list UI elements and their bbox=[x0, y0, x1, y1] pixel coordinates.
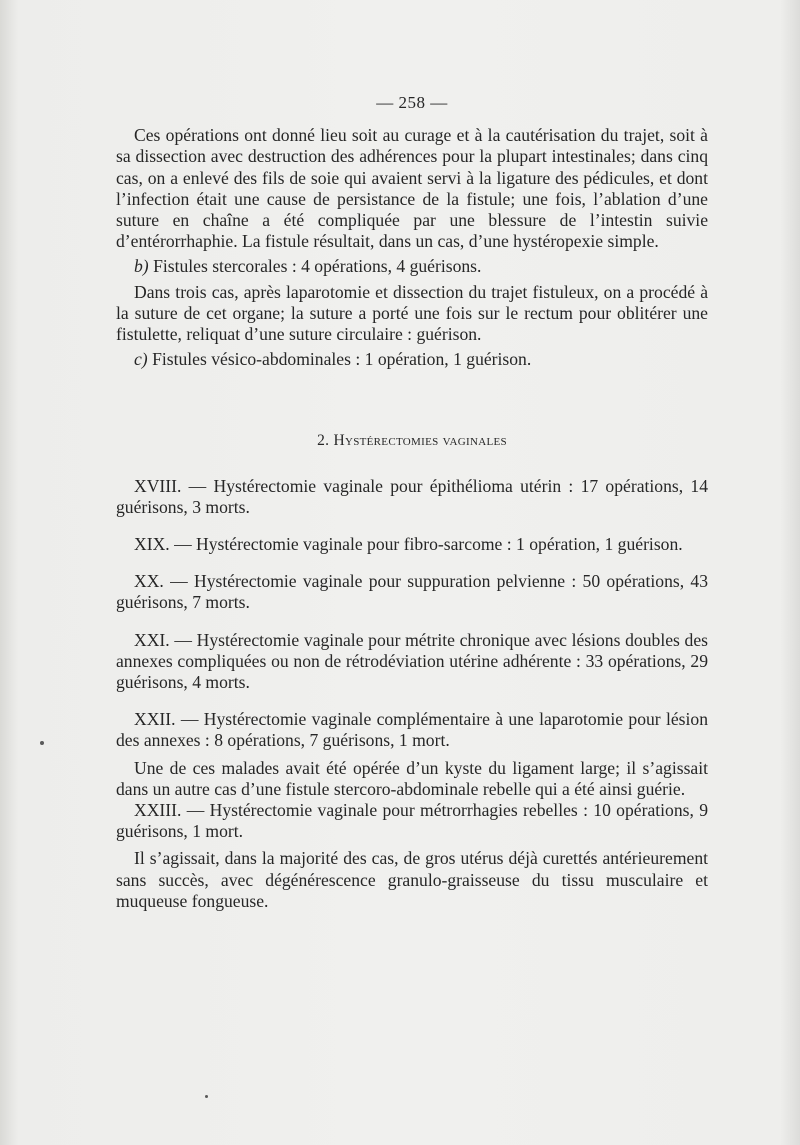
item-b bbox=[116, 256, 708, 277]
item-xxiii-note: Il s’agissait, dans la majorité des cas, de gros utérus déjà curettés antérieurement sans succès, avec dégénérescence granulo-graisseuse du tissu musculaire et muqueuse fongueuse. bbox=[116, 848, 708, 911]
paragraph-b: Dans trois cas, après laparotomie et dissection du trajet fistuleux, on a procédé à la suture de cet organe; la suture a porté une fois sur le rectum pour oblitérer une fistulette, reliquat d’une suture circulaire : guérison. bbox=[116, 281, 708, 345]
item-c bbox=[116, 349, 708, 370]
item-xviii: XVIII. — Hystérectomie vaginale pour épithélioma utérin : 17 opérations, 14 guérisons, 3 morts. bbox=[116, 475, 708, 517]
item-xix: XIX. — Hystérectomie vaginale pour fibro-sarcome : 1 opération, 1 guérison. bbox=[134, 534, 683, 555]
section-heading: 2. Hystérectomies vaginales bbox=[317, 432, 507, 450]
page-number: — 258 — bbox=[376, 93, 448, 112]
item-xxii: XXII. — Hystérectomie vaginale complémentaire à une laparotomie pour lésion des annexes : 8 opérations, 7 guérisons, 1 mort. bbox=[116, 709, 708, 751]
item-b-letter: b) bbox=[134, 256, 149, 277]
bottom-speck bbox=[205, 1095, 208, 1098]
item-c-letter: c) bbox=[134, 349, 148, 370]
item-xxi: XXI. — Hystérectomie vaginale pour métrite chronique avec lésions doubles des annexes compliquées ou non de rétrodéviation utérine adhérente : 33 opérations, 29 guérisons, 4 morts. bbox=[116, 629, 708, 693]
item-xxii-note: Une de ces malades avait été opérée d’un kyste du ligament large; il s’agissait dans un autre cas d’une fistule stercoro-abdominale rebelle qui a été ainsi guérie. bbox=[116, 757, 708, 799]
item-b-text: Fistules stercorales : 4 opérations, 4 guérisons. bbox=[153, 256, 482, 277]
item-xx: XX. — Hystérectomie vaginale pour suppuration pelvienne : 50 opérations, 43 guérisons, 7 morts. bbox=[116, 571, 708, 613]
margin-speck bbox=[40, 741, 44, 745]
page-text bbox=[116, 92, 708, 912]
paragraph-1: Ces opérations ont donné lieu soit au curage et à la cautérisation du trajet, soit à sa dissection avec destruction des adhérences pour la plupart intestinales; dans cinq cas, on a enlevé des fils de soie qui avaient servi à la ligature des pédicules, et dont l’infection était une cause de persistance de la fistule; une fois, l’ablation d’une suture en chaîne a été compliquée par une blessure de l’intestin suivie d’entérorrhaphie. La fistule résultait, dans un cas, d’une hystéropexie simple. bbox=[116, 125, 708, 252]
item-xxiii: XXIII. — Hystérectomie vaginale pour métrorrhagies rebelles : 10 opérations, 9 guérisons, 1 mort. bbox=[116, 800, 708, 842]
item-c-text: Fistules vésico-abdominales : 1 opération, 1 guérison. bbox=[152, 349, 532, 370]
